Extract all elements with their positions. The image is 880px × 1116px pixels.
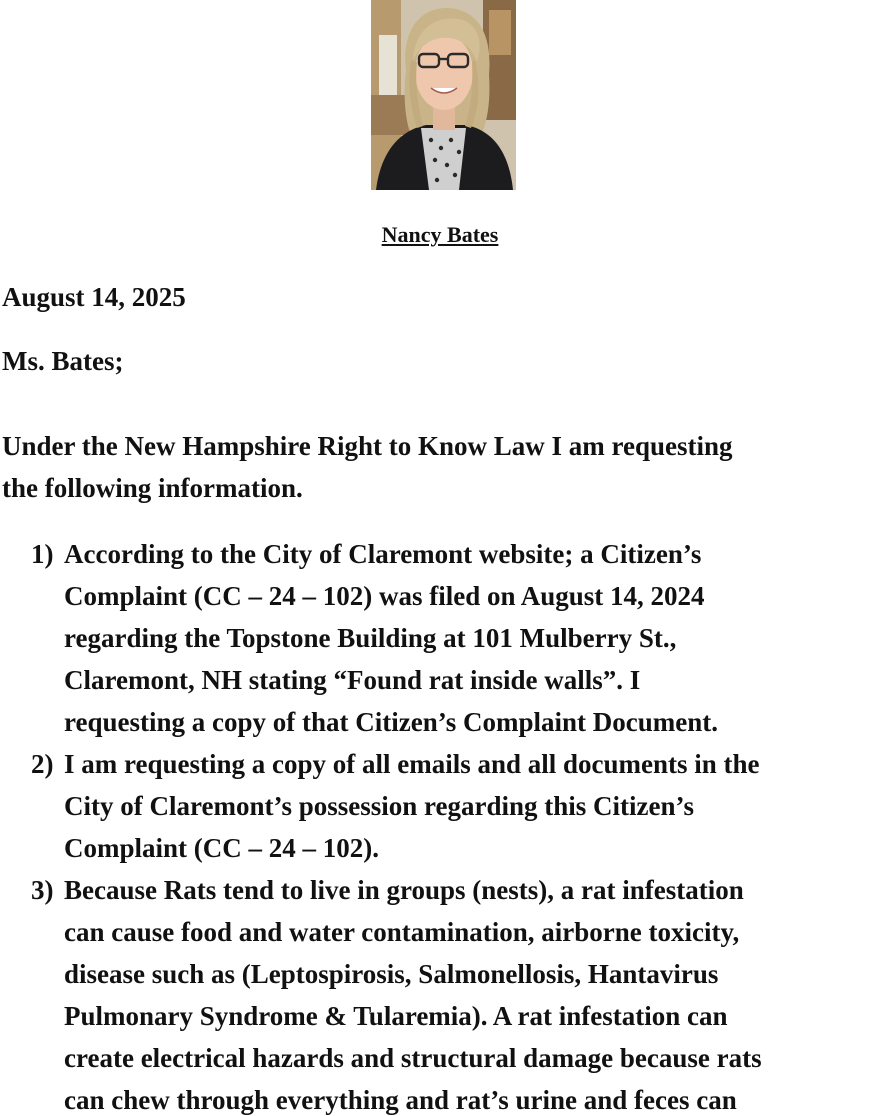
item-line: According to the City of Claremont website; a Citizen’s bbox=[64, 539, 702, 569]
item-line: can cause food and water contamination, airborne toxicity, bbox=[64, 917, 740, 947]
portrait-photo bbox=[371, 0, 516, 190]
item-line: create electrical hazards and structural damage because rats bbox=[64, 1043, 762, 1073]
intro-line: Under the New Hampshire Right to Know Law I am requesting bbox=[2, 431, 733, 461]
item-line: Complaint (CC – 24 – 102). bbox=[64, 833, 379, 863]
item-line: Pulmonary Syndrome & Tularemia). A rat infestation can bbox=[64, 1001, 728, 1031]
person-name-caption: Nancy Bates bbox=[381, 222, 499, 247]
item-line: can chew through everything and rat’s urine and feces can bbox=[64, 1085, 737, 1115]
item-line: Because Rats tend to live in groups (nests), a rat infestation bbox=[64, 875, 744, 905]
intro-line: the following information. bbox=[2, 473, 303, 503]
item-line: City of Claremont’s possession regarding this Citizen’s bbox=[64, 791, 694, 821]
item-line: Complaint (CC – 24 – 102) was filed on August 14, 2024 bbox=[64, 581, 705, 611]
item-number: 1) bbox=[31, 539, 54, 569]
letter-date: August 14, 2025 bbox=[2, 282, 186, 312]
item-line: requesting a copy of that Citizen’s Complaint Document. bbox=[64, 707, 718, 737]
item-line: I am requesting a copy of all emails and all documents in the bbox=[64, 749, 760, 779]
letter-salutation: Ms. Bates; bbox=[2, 346, 124, 376]
item-number: 2) bbox=[31, 749, 54, 779]
item-line: regarding the Topstone Building at 101 Mulberry St., bbox=[64, 623, 677, 653]
item-line: Claremont, NH stating “Found rat inside walls”. I bbox=[64, 665, 641, 695]
item-line: disease such as (Leptospirosis, Salmonellosis, Hantavirus bbox=[64, 959, 719, 989]
item-number: 3) bbox=[31, 875, 54, 905]
